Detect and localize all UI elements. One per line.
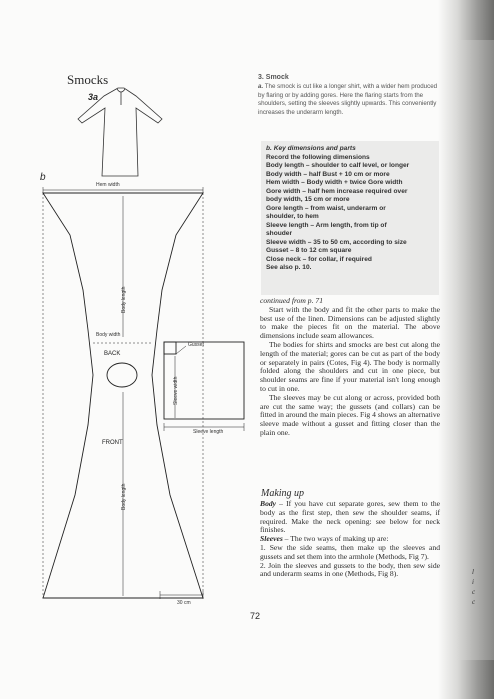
making-line [260,500,440,535]
intro-paragraph [258,83,438,117]
body-length-label: Body length [121,286,127,313]
front-label: FRONT [102,440,123,446]
box-line: shouder [266,230,293,237]
box-line: Sleeve width – 35 to 50 cm, according to size [266,238,407,246]
scale-label: 30 cm [177,600,191,606]
making-lead: Body [260,499,277,508]
section-heading: 3. Smock [258,74,289,81]
figure-label-b: b [40,172,46,183]
edge-mark: c [472,588,476,596]
making-line [260,562,440,580]
body-paragraph: The sleeves may be cut along or across, provided both are cut the same way; the gussets (and collars) can be fitted in around the main pieces. Fig 4 shows an alternative sleeve made without a gusset and fitting closer than the plain one. [260,392,440,437]
box-line: See also p. 10. [266,264,312,271]
box-line: b. Key dimensions and parts [266,145,356,152]
continued-note: continued from p. 71 [260,296,323,305]
box-line: Close neck – for collar, if required [266,255,372,263]
body-text [260,297,440,438]
box-line: Gusset – 8 to 12 cm square [266,247,352,254]
para-text: The smock is cut like a longer shirt, with a wider hem produced by flaring or by adding gores. Here the flaring starts from the shoulders, setting the sleeves slightly upwards. This conveniently increases the underarm length. [258,83,438,116]
page-title: Smocks [67,72,109,87]
making-text: 1. Sew the side seams, then make up the sleeves and gussets and set them into the armhole (Methods, Fig 7). [260,542,440,561]
making-text: 2. Join the sleeves and gussets to the body, then sew side and underarm seams in one (Methods, Fig 8). [260,560,440,579]
box-line: Gore length – from waist, underarm or [266,204,386,212]
back-label: BACK [104,351,121,357]
box-line: shoulder, to hem [266,213,319,220]
making-text: – If you have cut separate gores, sew them to the body as the first step, then sew the shoulder seams, if required. Make the neck opening: see below for neck finishes. [260,499,440,535]
making-text: – The two ways of making up are: [282,534,389,544]
box-line: Gore width – half hem increase required over [266,187,408,195]
body-paragraph: The bodies for shirts and smocks are best cut along the length of the material; gores can be cut as part of the body or separately in pairs (Cotes, Fig 4). The body is normally folded along the shoulders and cut in one piece, but shoulder seams are fine if your material isn't long enough to cut in one. [260,339,440,393]
making-up-heading: Making up [261,488,305,499]
box-line: Hem width – Body width + twice Gore width [266,179,403,186]
smock-sketch [78,88,162,176]
box-line: Body length – shoulder to calf level, or longer [266,162,410,169]
hem-width-label: Hem width [96,182,120,188]
body-paragraph: Start with the body and fit the other parts to make the best use of the linen. Dimensions can be adjusted slightly to make the pieces fit on the material. The above dimensions include seam allowances. [260,304,440,341]
edge-mark: l [472,568,474,576]
edge-mark: c [472,598,476,606]
body-length-label-front: Body length [121,483,127,510]
dimensions-box [261,141,439,295]
gusset-label: Gusset [188,342,204,348]
box-line: Sleeve length – Arm length, from tip of [266,221,387,229]
sleeve-length-label: Sleeve length [193,429,224,435]
box-line: Record the following dimensions [266,153,370,161]
making-line [260,544,440,562]
sleeve-width-label: Sleeve width [173,376,179,405]
para-label: a. [258,83,264,90]
figure-label-3a: 3a [88,92,99,102]
body-width-label: Body width [96,332,121,338]
box-line: Body width – half Bust + 10 cm or more [266,170,390,178]
box-line: body width, 15 cm or more [266,196,350,203]
pattern-body [43,187,203,599]
making-lead: Sleeves [260,534,283,544]
making-up-text [260,500,440,579]
page-number: 72 [250,611,261,621]
edge-mark: i [472,578,474,586]
